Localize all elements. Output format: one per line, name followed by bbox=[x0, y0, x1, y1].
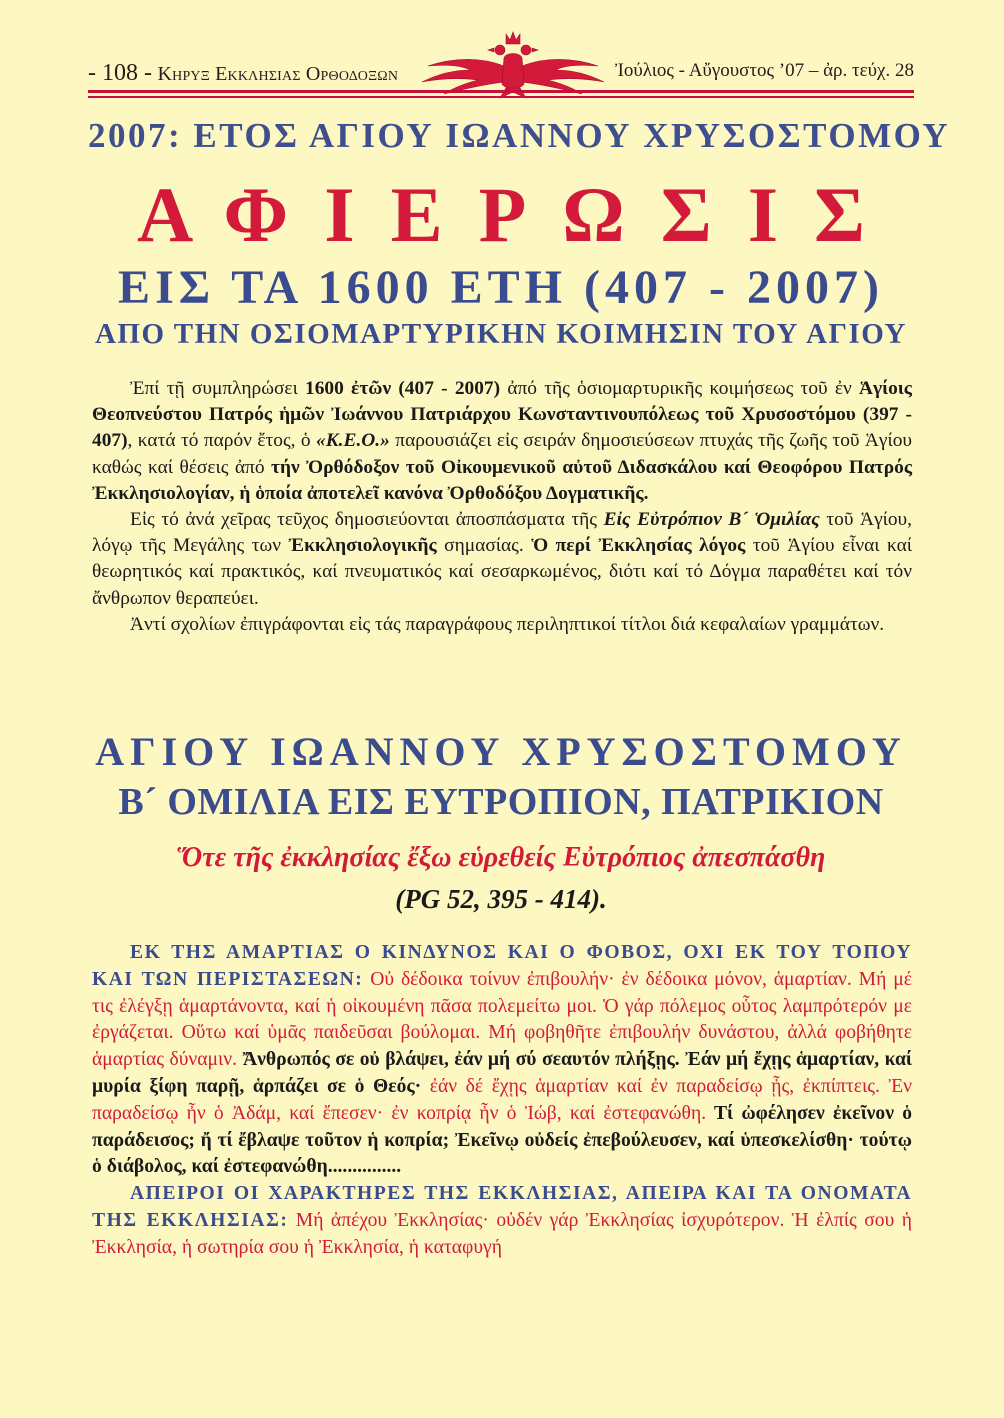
text-span: Ἐκκλησιολογικῆς bbox=[288, 535, 437, 557]
text-span: τοῦ Ἁγίου, λόγῳ τῆς Μεγάλης των bbox=[92, 509, 912, 557]
intro-paragraph-2 bbox=[92, 507, 912, 612]
text-span: ἀπό τῆς ὁσιομαρτυρικῆς κοιμήσεως τοῦ ἐν bbox=[500, 378, 860, 399]
anniversary-title: ΕΙΣ ΤΑ 1600 ΕΤΗ (407 - 2007) bbox=[118, 261, 884, 314]
text-span: Ὁ περί Ἐκκλησίας λόγος bbox=[531, 535, 746, 557]
afierosis-title: ΑΦΙΕΡΩΣΙΣ bbox=[136, 171, 902, 258]
text-span: 1600 ἐτῶν (407 - 2007) bbox=[305, 378, 501, 399]
year-title: 2007: ΕΤΟΣ ΑΓΙΟΥ ΙΩΑΝΝΟΥ ΧΡΥΣΟΣΤΟΜΟΥ bbox=[88, 116, 951, 155]
page-header bbox=[88, 28, 914, 100]
text-span: Εἰς τό ἀνά χεῖρας τεῦχος δημοσιεύονται ἀποσπάσματα τῆς bbox=[130, 509, 604, 531]
text-span: Ἄνθρωπός σε οὐ βλάψει, ἐάν μή σύ σεαυτόν πλήξῃς. Ἐάν μή ἔχῃς ἁμαρτίαν, καί μυρία ξίφη παρῇ, ἁρπάζει σε ὁ Θεός· bbox=[92, 1049, 912, 1097]
intro-text bbox=[92, 376, 912, 638]
intro-paragraph-3: Ἀντί σχολίων ἐπιγράφονται εἰς τάς παραγράφους περιληπτικοί τίτλοι διά κεφαλαίων γραμμάτων. bbox=[130, 613, 885, 635]
homily-paragraph-2 bbox=[92, 1181, 912, 1261]
text-span: , κατά τό παρόν ἔτος, ὁ bbox=[127, 430, 317, 452]
text-span: «Κ.Ε.Ο.» bbox=[316, 430, 390, 452]
text-span: ἐάν δέ ἔχῃς ἁμαρτίαν καί ἐν παραδείσῳ ᾖς, ἐκπίπτεις. Ἐν παραδείσῳ ἦν ὁ Ἀδάμ, καί ἔπεσεν· ἐν κοπρίᾳ ἦν ὁ Ἰώβ, καί ἐστεφανώθη. bbox=[92, 1075, 912, 1124]
text-span: Εἰς Εὐτρόπιον Β´ Ὁμιλίας bbox=[603, 509, 820, 531]
header-rule-thin bbox=[88, 96, 914, 98]
intro-paragraph-1 bbox=[92, 376, 912, 507]
homily-paragraph-1 bbox=[92, 940, 912, 1181]
homily-author-title: ΑΓΙΟΥ ΙΩΑΝΝΟΥ ΧΡΥΣΟΣΤΟΜΟΥ bbox=[95, 729, 907, 774]
text-span: σημασίας. bbox=[436, 535, 532, 557]
homily-text bbox=[92, 940, 912, 1262]
text-span: Τί ὠφέλησεν ἐκεῖνον ὁ παράδεισος; ἤ τί ἔβλαψε τοῦτον ἡ κοπρία; Ἐκεῖνῳ οὐδείς ἐπεβούλευσεν, καί ὑπεσκελίσθη· τούτῳ ὁ διάβολος, καί ἐστεφανώθη............... bbox=[92, 1102, 912, 1178]
header-left bbox=[88, 60, 398, 87]
text-span: τοῦ Ἁγίου εἶναι καί θεωρητικός καί πρακτικός, καί πνευματικός καί σεσαρκωμένος, διότι καί τό Δόγμα παραθέτει καί τόν ἄνθρωπον θεραπεύει. bbox=[92, 535, 912, 609]
paragraph-heading: ΑΠΕΙΡΟΙ ΟΙ ΧΑΡΑΚΤΗΡΕΣ ΤΗΣ ΕΚΚΛΗΣΙΑΣ, ΑΠΕΙΡΑ ΚΑΙ ΤΑ ΟΝΟΜΑΤΑ ΤΗΣ ΕΚΚΛΗΣΙΑΣ: bbox=[92, 1183, 912, 1231]
paragraph-heading: ΕΚ ΤΗΣ ΑΜΑΡΤΙΑΣ Ο ΚΙΝΔΥΝΟΣ ΚΑΙ Ο ΦΟΒΟΣ, ΟΧΙ ΕΚ ΤΟΥ ΤΟΠΟΥ ΚΑΙ ΤΩΝ ΠΕΡΙΣΤΑΣΕΩΝ: bbox=[92, 942, 912, 990]
patrologia-reference: (PG 52, 395 - 414). bbox=[395, 884, 607, 914]
header-rule bbox=[88, 90, 914, 93]
page-number: - 108 - bbox=[88, 60, 152, 86]
text-span: Μή ἀπέχου Ἐκκλησίας· οὐδέν γάρ Ἐκκλησίας ἰσχυρότερον. Ἡ ἐλπίς σου ἡ Ἐκκλησία, ἡ σωτηρία σου ἡ Ἐκκλησία, ἡ καταφυγή bbox=[92, 1209, 912, 1258]
dormition-title: ΑΠΟ ΤΗΝ ΟΣΙΟΜΑΡΤΥΡΙΚΗΝ ΚΟΙΜΗΣΙΝ ΤΟΥ ΑΓΙΟΥ bbox=[94, 318, 907, 350]
text-span: Ἁγίοις Θεοπνεύστου Πατρός ἡμῶν Ἰωάννου Πατριάρχου Κωνσταντινουπόλεως τοῦ Χρυσοστόμου (397 - 407) bbox=[92, 378, 912, 452]
homily-title: Β´ ΟΜΙΛΙΑ ΕΙΣ ΕΥΤΡΟΠΙΟΝ, ΠΑΤΡΙΚΙΟΝ bbox=[118, 781, 884, 823]
magazine-name: Κηρυξ Εκκλησιας Ορθοδοξων bbox=[157, 63, 399, 85]
text-span: τήν Ὀρθόδοξον τοῦ Οἰκουμενικοῦ αὐτοῦ Διδασκάλου καί Θεοφόρου Πατρός Ἐκκλησιολογίαν, ἡ ὁποία ἀποτελεῖ κανόνα Ὀρθοδόξου Δογματικῆς. bbox=[92, 456, 912, 504]
text-span: Οὐ δέδοικα τοίνυν ἐπιβουλήν· ἐν δέδοικα μόνον, ἁμαρτίαν. Μή μέ τις ἐλέγξῃ ἁμαρτάνοντα, καί ἡ οἰκουμένη πᾶσα πολεμείτω μοι. Ὁ γάρ πόλεμος οὗτος λαμπρότερόν με ἐργάζεται. Οὕτω καί ὑμᾶς παιδεῦσαι βούλομαι. Μή φοβηθῆτε ἐπιβουλήν δυνάστου, ἀλλά φοβήθητε ἁμαρτίας δύναμιν. bbox=[92, 968, 912, 1071]
text-span: Ἐπί τῇ συμπληρώσει bbox=[130, 378, 306, 399]
text-span: παρουσιάζει εἰς σειράν δημοσιεύσεων πτυχάς τῆς ζωῆς τοῦ Ἁγίου καθώς καί θέσεις ἀπό bbox=[92, 430, 913, 478]
issue-info: Ἰούλιος - Αὔγουστος ’07 – ἀρ. τεύχ. 28 bbox=[614, 60, 914, 81]
homily-subtitle: Ὅτε τῆς ἐκκλησίας ἔξω εὑρεθείς Εὐτρόπιος ἀπεσπάσθη bbox=[176, 842, 826, 873]
